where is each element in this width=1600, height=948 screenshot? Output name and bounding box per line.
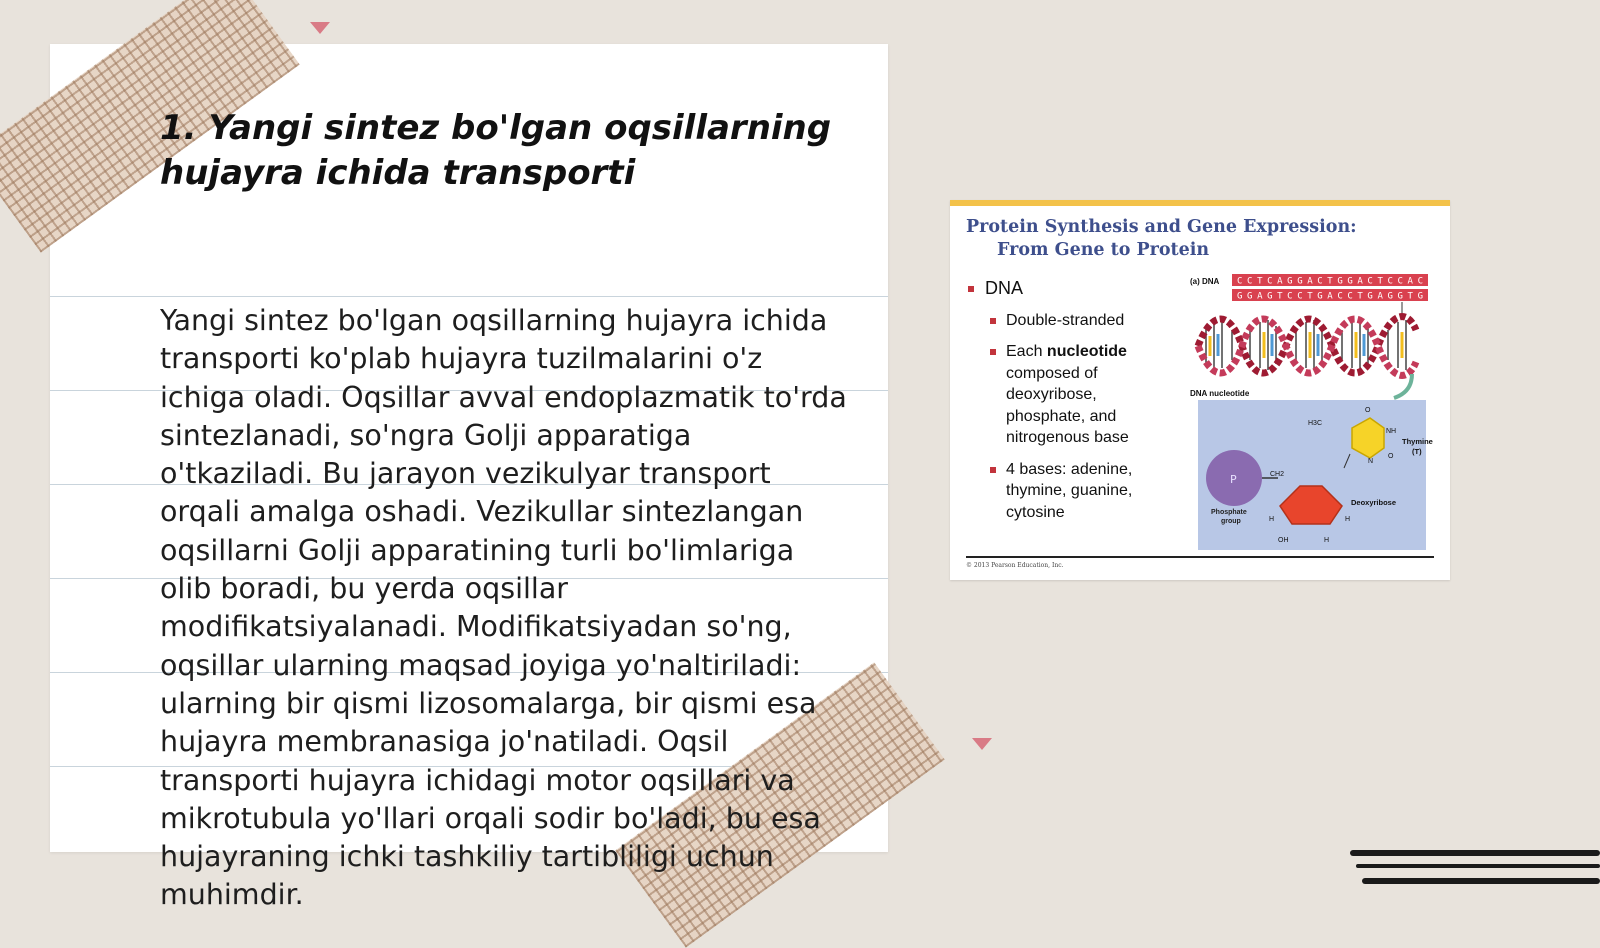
bullet-nucleotide-rest: composed of deoxyribose, phosphate, and nitrogenous base	[1006, 364, 1129, 446]
figure-credit: © 2013 Pearson Education, Inc.	[966, 562, 1064, 569]
thymine-n: N	[1368, 458, 1374, 465]
ch2-label: CH2	[1270, 471, 1285, 478]
figure-divider	[966, 556, 1434, 558]
figure-title-line1: Protein Synthesis and Gene Expression:	[966, 217, 1357, 237]
dna-figure	[950, 200, 1450, 580]
slide-title-line1: 1. Yangi sintez bo'lgan oqsillarning	[160, 108, 832, 148]
paper-rule	[50, 296, 888, 297]
phosphate-label-1: Phosphate	[1211, 509, 1247, 516]
thymine-nh: NH	[1386, 428, 1397, 435]
bullet-nucleotide-pre: Each	[1006, 343, 1047, 360]
thymine-h3c: H3C	[1308, 420, 1323, 427]
deco-brush-line	[1350, 850, 1600, 856]
strand-top-seq: CCTCAGGACTGGACTCCAC	[1237, 276, 1423, 287]
deoxyribose-h-right: H	[1345, 516, 1351, 523]
deco-brush-line	[1356, 864, 1600, 868]
thymine-abbr: (T)	[1412, 447, 1422, 456]
nucleotide-label: DNA nucleotide	[1190, 389, 1250, 398]
phosphate-p: P	[1230, 473, 1237, 486]
thymine-label: Thymine	[1402, 437, 1433, 446]
panel-label: (a) DNA	[1190, 277, 1220, 286]
thymine-o-right: O	[1388, 453, 1394, 460]
thymine-o-top: O	[1365, 407, 1371, 414]
slide-body-text: Yangi sintez bo'lgan oqsillarning hujayra ichida transporti ko'plab hujayra tuzilmalarini o'z ichiga oladi. Oqsillar avval endoplazmatik to'rda sintezlanadi, so'ngra Golji apparatiga o'tkaziladi. Bu jarayon vezikulyar transport orqali amalga oshadi. Vezikullar sintezlangan oqsillarni Golji apparatining turli bo'limlariga olib boradi, bu yerda oqsillar modifikatsiyalanadi. Modifikatsiyadan so'ng, oqsillar ularning maqsad joyiga yo'naltiriladi: ularning bir qismi lizosomalarga, bir qismi esa hujayra membranasiga jo'natiladi. Oqsil transporti hujayra ichidagi motor oqsillari va mikrotubula yo'llari orqali sodir bo'ladi, bu esa hujayraning ichki tashkiliy tartibliligi uchun muhimdir.	[160, 304, 847, 912]
deoxyribose-h-left: H	[1269, 516, 1275, 523]
slide-title	[160, 106, 860, 196]
slide-title-line2: hujayra ichida transporti	[160, 153, 636, 193]
double-helix	[1198, 317, 1416, 376]
strand-bottom-seq: GGAGTCCTGACCTGAGGTG	[1237, 291, 1423, 302]
bullet-nucleotide-bold: nucleotide	[1046, 343, 1127, 360]
deoxyribose-oh: OH	[1278, 537, 1289, 544]
deoxyribose-label: Deoxyribose	[1351, 498, 1397, 507]
tape-tip-top	[310, 22, 330, 34]
phosphate-label-2: group	[1221, 518, 1241, 525]
figure-title-line2: From Gene to Protein	[997, 240, 1210, 260]
bullet-bases: 4 bases: adenine, thymine, guanine, cytosine	[966, 459, 1176, 524]
deoxyribose-h-bottom: H	[1324, 537, 1330, 544]
bullet-dna: DNA	[966, 278, 1176, 300]
tape-tip-bottom	[972, 738, 992, 750]
bullet-double-stranded: Double-stranded	[966, 310, 1176, 332]
deco-brush-line	[1362, 878, 1600, 884]
dna-illustration	[950, 206, 1450, 580]
